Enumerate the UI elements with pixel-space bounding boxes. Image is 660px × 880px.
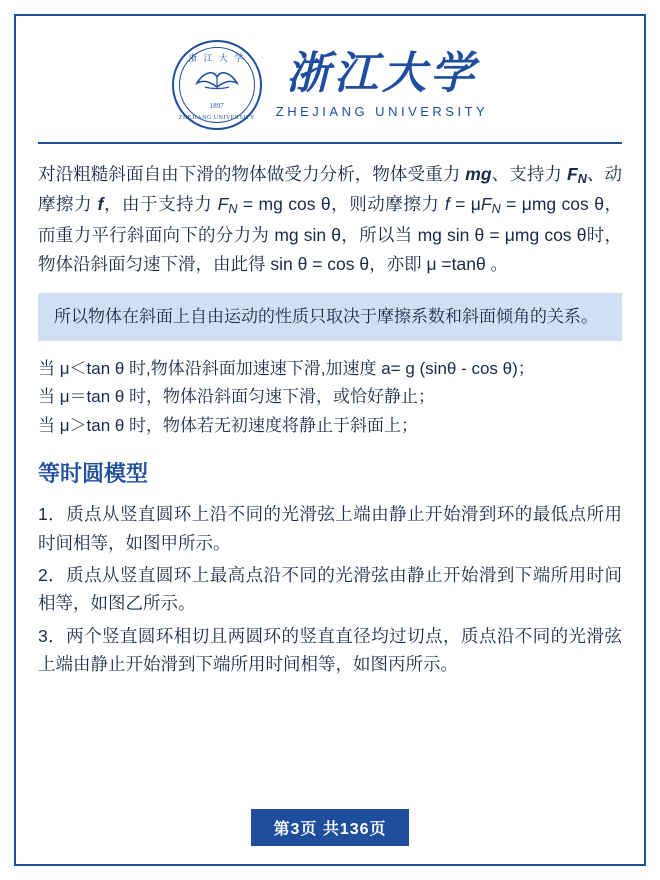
page-footer [0, 809, 660, 846]
callout-conclusion: 所以物体在斜面上自由运动的性质只取决于摩擦系数和斜面倾角的关系。 [38, 293, 622, 340]
condition-item: 当 μ＞tan θ 时，物体若无初速度将静止于斜面上； [38, 416, 419, 436]
university-wordmark [276, 51, 488, 118]
section-title: 等时圆模型 [38, 461, 149, 487]
condition-item: 当 μ＜tan θ 时,物体沿斜面加速速下滑,加速度 a= g (sinθ - cos θ)； [38, 358, 535, 378]
page-content [16, 16, 644, 692]
numbered-list [38, 500, 622, 678]
seal-year-text: 1897 [209, 102, 224, 110]
seal-bird-icon [193, 67, 241, 97]
list-item: 3．两个竖直圆环相切且两圆环的竖直直径均过切点，质点沿不同的光滑弦上端由静止开始滑到下端所用时间相等，如图丙所示。 [38, 625, 622, 674]
list-item: 2．质点从竖直圆环上最高点沿不同的光滑弦由静止开始滑到下端所用时间相等，如图乙所示。 [38, 564, 622, 614]
condition-item: 当 μ＝tan θ 时，物体沿斜面匀速下滑，或恰好静止； [38, 387, 436, 407]
university-header [38, 30, 622, 144]
university-seal-icon [172, 40, 262, 130]
conditions-list [38, 355, 622, 442]
wordmark-chinese: 浙江大学 [285, 49, 478, 99]
seal-bottom-text: ZHEJIANG UNIVERSITY [178, 115, 255, 121]
wordmark-english: ZHEJIANG UNIVERSITY [275, 103, 489, 119]
page-number-badge: 第3页 共136页 [251, 809, 408, 846]
seal-top-text: 浙 江 大 学 [188, 53, 246, 63]
list-item: 1．质点从竖直圆环上沿不同的光滑弦上端由静止开始滑到环的最低点所用时间相等，如图甲所示。 [38, 504, 622, 553]
analysis-paragraph: 对沿粗糙斜面自由下滑的物体做受力分析，物体受重力 mg、支持力 $F_N$、动摩擦力 f，由于支持力 $F_N$ = mg cos θ，则动摩擦力 $f = \mu F_N = \mu mg$ cos θ，而重力平行斜面向下的分力为 mg sin θ，所以当 mg sin θ = μmg cos θ时，物体沿斜面匀速下滑，由此得 sin θ = cos θ，亦即 μ =tanθ 。 [38, 164, 622, 274]
